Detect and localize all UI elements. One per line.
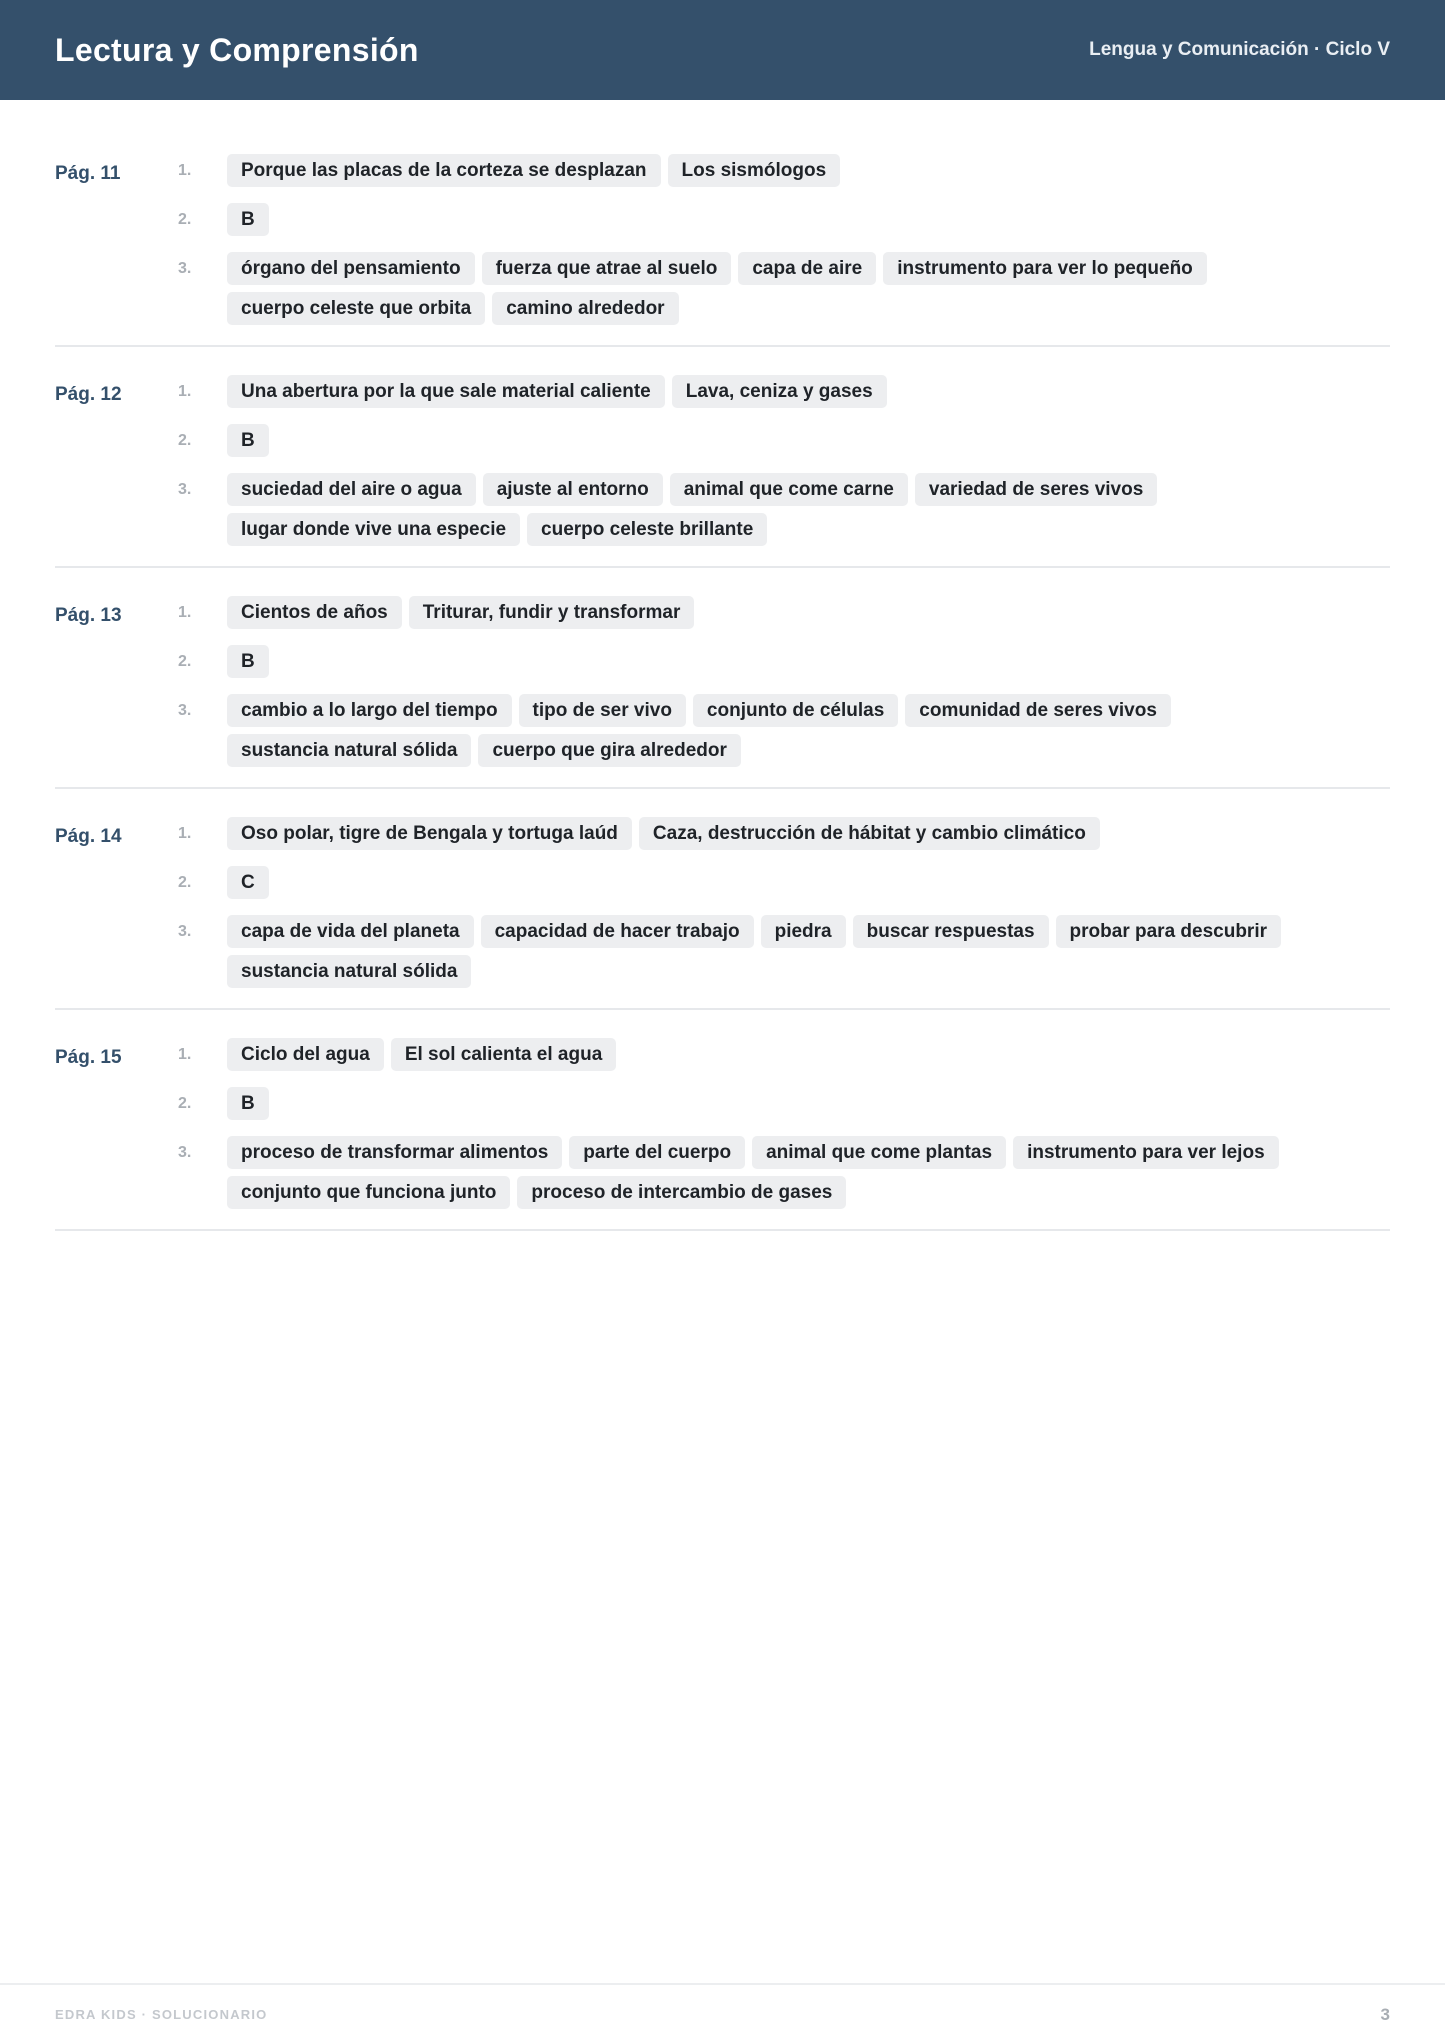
answer-chip: fuerza que atrae al suelo bbox=[482, 252, 732, 285]
question-number: 1. bbox=[178, 825, 192, 842]
section-page-label: Pág. 13 bbox=[55, 605, 122, 626]
answer-chip: instrumento para ver lejos bbox=[1013, 1136, 1279, 1169]
answer-chip: C bbox=[227, 866, 269, 899]
answer-section bbox=[55, 809, 1390, 1010]
answer-chips bbox=[227, 596, 1390, 629]
answer-chips bbox=[227, 154, 1390, 187]
answer-chip: cuerpo celeste brillante bbox=[527, 513, 767, 546]
answer-chips bbox=[227, 203, 1390, 236]
answer-chip: B bbox=[227, 203, 269, 236]
answer-section bbox=[55, 146, 1390, 347]
question-number: 2. bbox=[178, 653, 192, 670]
question-row bbox=[178, 866, 1390, 899]
page-header bbox=[0, 0, 1445, 100]
answer-chips bbox=[227, 1136, 1390, 1209]
answer-chip: Caza, destrucción de hábitat y cambio climático bbox=[639, 817, 1100, 850]
answer-chip: órgano del pensamiento bbox=[227, 252, 475, 285]
answer-chip: Porque las placas de la corteza se desplazan bbox=[227, 154, 661, 187]
question-list bbox=[178, 375, 1390, 546]
answer-chip: B bbox=[227, 1087, 269, 1120]
question-row bbox=[178, 694, 1390, 767]
answer-chip: sustancia natural sólida bbox=[227, 734, 471, 767]
page-title: Lectura y Comprensión bbox=[55, 31, 419, 68]
question-number: 2. bbox=[178, 1095, 192, 1112]
answer-chips bbox=[227, 1038, 1390, 1071]
answer-chip: animal que come carne bbox=[670, 473, 908, 506]
question-number: 2. bbox=[178, 211, 192, 228]
answer-section bbox=[55, 588, 1390, 789]
answer-chip: Triturar, fundir y transformar bbox=[409, 596, 695, 629]
answer-chip: lugar donde vive una especie bbox=[227, 513, 520, 546]
footer-brand: EDRA KIDS · SOLUCIONARIO bbox=[55, 2007, 268, 2022]
answer-chip: tipo de ser vivo bbox=[519, 694, 686, 727]
answer-chip: proceso de intercambio de gases bbox=[517, 1176, 846, 1209]
answer-chip: capa de aire bbox=[738, 252, 876, 285]
answer-chip: capacidad de hacer trabajo bbox=[481, 915, 754, 948]
answer-chip: suciedad del aire o agua bbox=[227, 473, 476, 506]
question-row bbox=[178, 645, 1390, 678]
answer-section bbox=[55, 1030, 1390, 1231]
page-number: 3 bbox=[1380, 2004, 1390, 2024]
answer-chip: proceso de transformar alimentos bbox=[227, 1136, 562, 1169]
answer-chip: variedad de seres vivos bbox=[915, 473, 1157, 506]
answer-chips bbox=[227, 1087, 1390, 1120]
answer-chip: Lava, ceniza y gases bbox=[672, 375, 887, 408]
question-row bbox=[178, 1038, 1390, 1071]
answer-chip: camino alrededor bbox=[492, 292, 678, 325]
answer-chip: buscar respuestas bbox=[853, 915, 1049, 948]
answer-chips bbox=[227, 694, 1390, 767]
question-number: 3. bbox=[178, 1144, 192, 1161]
question-row bbox=[178, 915, 1390, 988]
answer-chip: animal que come plantas bbox=[752, 1136, 1006, 1169]
answer-chip: cuerpo que gira alrededor bbox=[478, 734, 740, 767]
answer-chips bbox=[227, 915, 1390, 988]
answer-chip: cambio a lo largo del tiempo bbox=[227, 694, 512, 727]
answer-chip: ajuste al entorno bbox=[483, 473, 663, 506]
page-footer bbox=[0, 1983, 1445, 2044]
question-row bbox=[178, 154, 1390, 187]
question-number: 3. bbox=[178, 702, 192, 719]
question-number: 2. bbox=[178, 432, 192, 449]
answer-chip: parte del cuerpo bbox=[569, 1136, 745, 1169]
answer-chips bbox=[227, 817, 1390, 850]
question-number: 1. bbox=[178, 1046, 192, 1063]
question-row bbox=[178, 596, 1390, 629]
answer-chip: conjunto que funciona junto bbox=[227, 1176, 510, 1209]
question-number: 1. bbox=[178, 162, 192, 179]
question-row bbox=[178, 203, 1390, 236]
section-page-label: Pág. 15 bbox=[55, 1047, 122, 1068]
answer-chip: Los sismólogos bbox=[668, 154, 841, 187]
answer-chip: piedra bbox=[761, 915, 846, 948]
section-page-label: Pág. 11 bbox=[55, 163, 121, 184]
answer-chips bbox=[227, 866, 1390, 899]
question-number: 1. bbox=[178, 383, 192, 400]
answer-chip: Una abertura por la que sale material caliente bbox=[227, 375, 665, 408]
answer-chips bbox=[227, 473, 1390, 546]
answer-chip: B bbox=[227, 424, 269, 457]
question-list bbox=[178, 817, 1390, 988]
question-row bbox=[178, 473, 1390, 546]
question-list bbox=[178, 596, 1390, 767]
section-page-label: Pág. 12 bbox=[55, 384, 122, 405]
answer-chip: probar para descubrir bbox=[1056, 915, 1281, 948]
answer-chip: Cientos de años bbox=[227, 596, 402, 629]
answer-chip: sustancia natural sólida bbox=[227, 955, 471, 988]
answer-chips bbox=[227, 424, 1390, 457]
answer-chip: comunidad de seres vivos bbox=[905, 694, 1171, 727]
answer-chips bbox=[227, 252, 1390, 325]
answer-chip: cuerpo celeste que orbita bbox=[227, 292, 485, 325]
question-row bbox=[178, 1136, 1390, 1209]
question-number: 3. bbox=[178, 481, 192, 498]
answer-chip: Ciclo del agua bbox=[227, 1038, 384, 1071]
answer-section bbox=[55, 367, 1390, 568]
section-page-label: Pág. 14 bbox=[55, 826, 122, 847]
question-number: 2. bbox=[178, 874, 192, 891]
question-number: 3. bbox=[178, 260, 192, 277]
question-row bbox=[178, 817, 1390, 850]
page-subtitle: Lengua y Comunicación · Ciclo V bbox=[1089, 39, 1390, 60]
answer-chip: instrumento para ver lo pequeño bbox=[883, 252, 1207, 285]
question-number: 1. bbox=[178, 604, 192, 621]
answer-chip: Oso polar, tigre de Bengala y tortuga laúd bbox=[227, 817, 632, 850]
question-list bbox=[178, 1038, 1390, 1209]
question-row bbox=[178, 375, 1390, 408]
answer-chip: El sol calienta el agua bbox=[391, 1038, 616, 1071]
question-row bbox=[178, 1087, 1390, 1120]
answer-chips bbox=[227, 645, 1390, 678]
answer-sections bbox=[55, 146, 1390, 1251]
answer-chip: conjunto de células bbox=[693, 694, 898, 727]
question-list bbox=[178, 154, 1390, 325]
answer-chips bbox=[227, 375, 1390, 408]
question-number: 3. bbox=[178, 923, 192, 940]
question-row bbox=[178, 252, 1390, 325]
answer-chip: B bbox=[227, 645, 269, 678]
answer-chip: capa de vida del planeta bbox=[227, 915, 474, 948]
question-row bbox=[178, 424, 1390, 457]
